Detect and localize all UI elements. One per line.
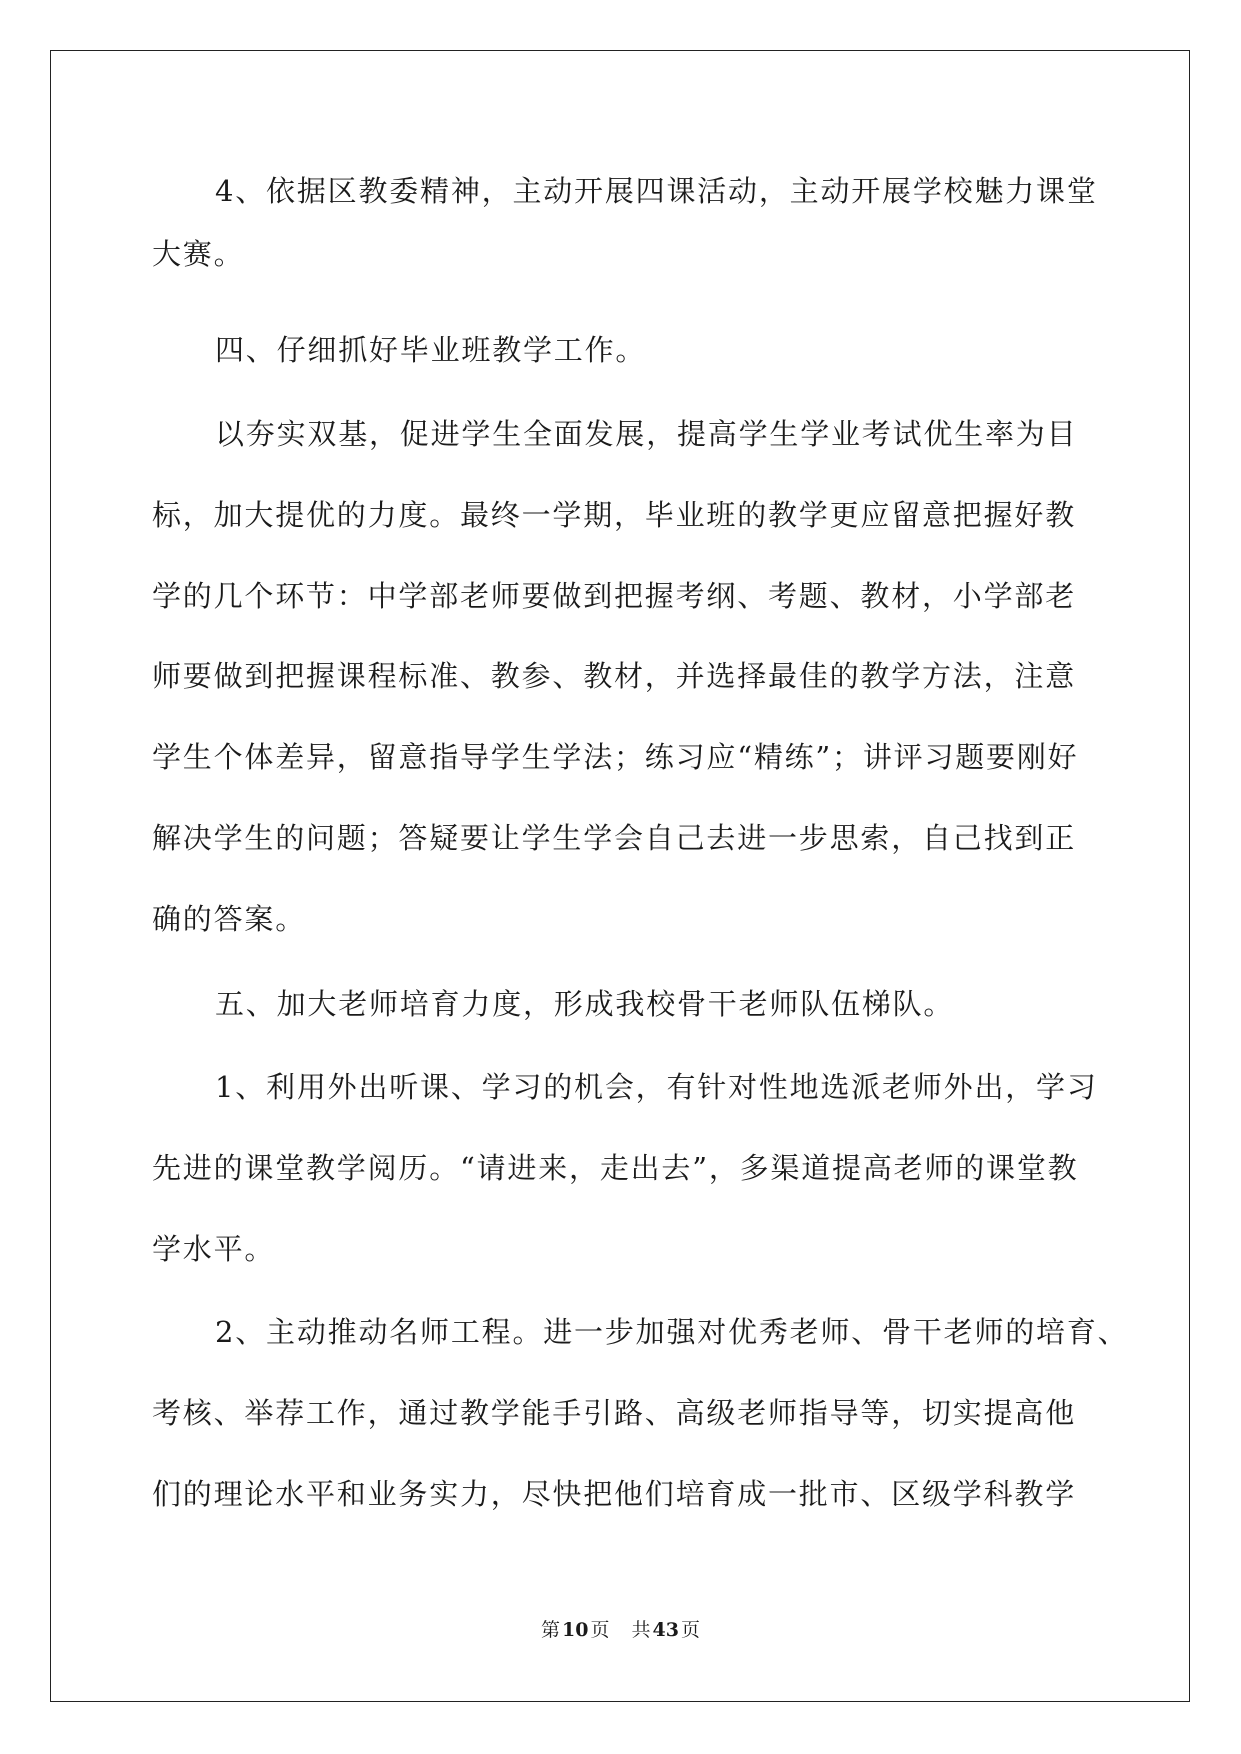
page-prefix: 第 <box>541 1619 561 1641</box>
paragraph-line: 学的几个环节：中学部老师要做到把握考纲、考题、教材，小学部老 <box>152 579 1077 613</box>
paragraph-line: 确的答案。 <box>152 902 307 936</box>
paragraph-line: 1、利用外出听课、学习的机会，有针对性地选派老师外出，学习 <box>215 1070 1098 1104</box>
page-number: 10 <box>562 1619 589 1641</box>
total-prefix: 共 <box>631 1619 651 1641</box>
paragraph-line: 解决学生的问题；答疑要让学生学会自己去进一步思索，自己找到正 <box>152 821 1077 855</box>
paragraph-line: 师要做到把握课程标准、教参、教材，并选择最佳的教学方法，注意 <box>152 659 1077 693</box>
page-border <box>50 50 1190 1702</box>
paragraph-line: 4、依据区教委精神，主动开展四课活动，主动开展学校魅力课堂 <box>215 174 1098 208</box>
paragraph-line: 大赛。 <box>152 237 245 271</box>
section-heading: 五、加大老师培育力度，形成我校骨干老师队伍梯队。 <box>215 987 955 1021</box>
paragraph-line: 学水平。 <box>152 1232 276 1266</box>
paragraph-line: 先进的课堂教学阅历。“请进来，走出去”，多渠道提高老师的课堂教 <box>152 1151 1079 1185</box>
paragraph-line: 学生个体差异，留意指导学生学法；练习应“精练”；讲评习题要刚好 <box>152 740 1079 774</box>
page-footer <box>0 1617 1241 1643</box>
paragraph-line: 考核、举荐工作，通过教学能手引路、高级老师指导等，切实提高他 <box>152 1396 1077 1430</box>
page-suffix: 页 <box>590 1619 610 1641</box>
section-heading: 四、仔细抓好毕业班教学工作。 <box>215 333 647 367</box>
page-total: 43 <box>652 1619 679 1641</box>
paragraph-line: 2、主动推动名师工程。进一步加强对优秀老师、骨干老师的培育、 <box>215 1315 1129 1349</box>
paragraph-line: 标，加大提优的力度。最终一学期，毕业班的教学更应留意把握好教 <box>152 498 1077 532</box>
paragraph-line: 以夯实双基，促进学生全面发展，提高学生学业考试优生率为目 <box>215 417 1078 451</box>
total-suffix: 页 <box>680 1619 700 1641</box>
paragraph-line: 们的理论水平和业务实力，尽快把他们培育成一批市、区级学科教学 <box>152 1477 1077 1511</box>
